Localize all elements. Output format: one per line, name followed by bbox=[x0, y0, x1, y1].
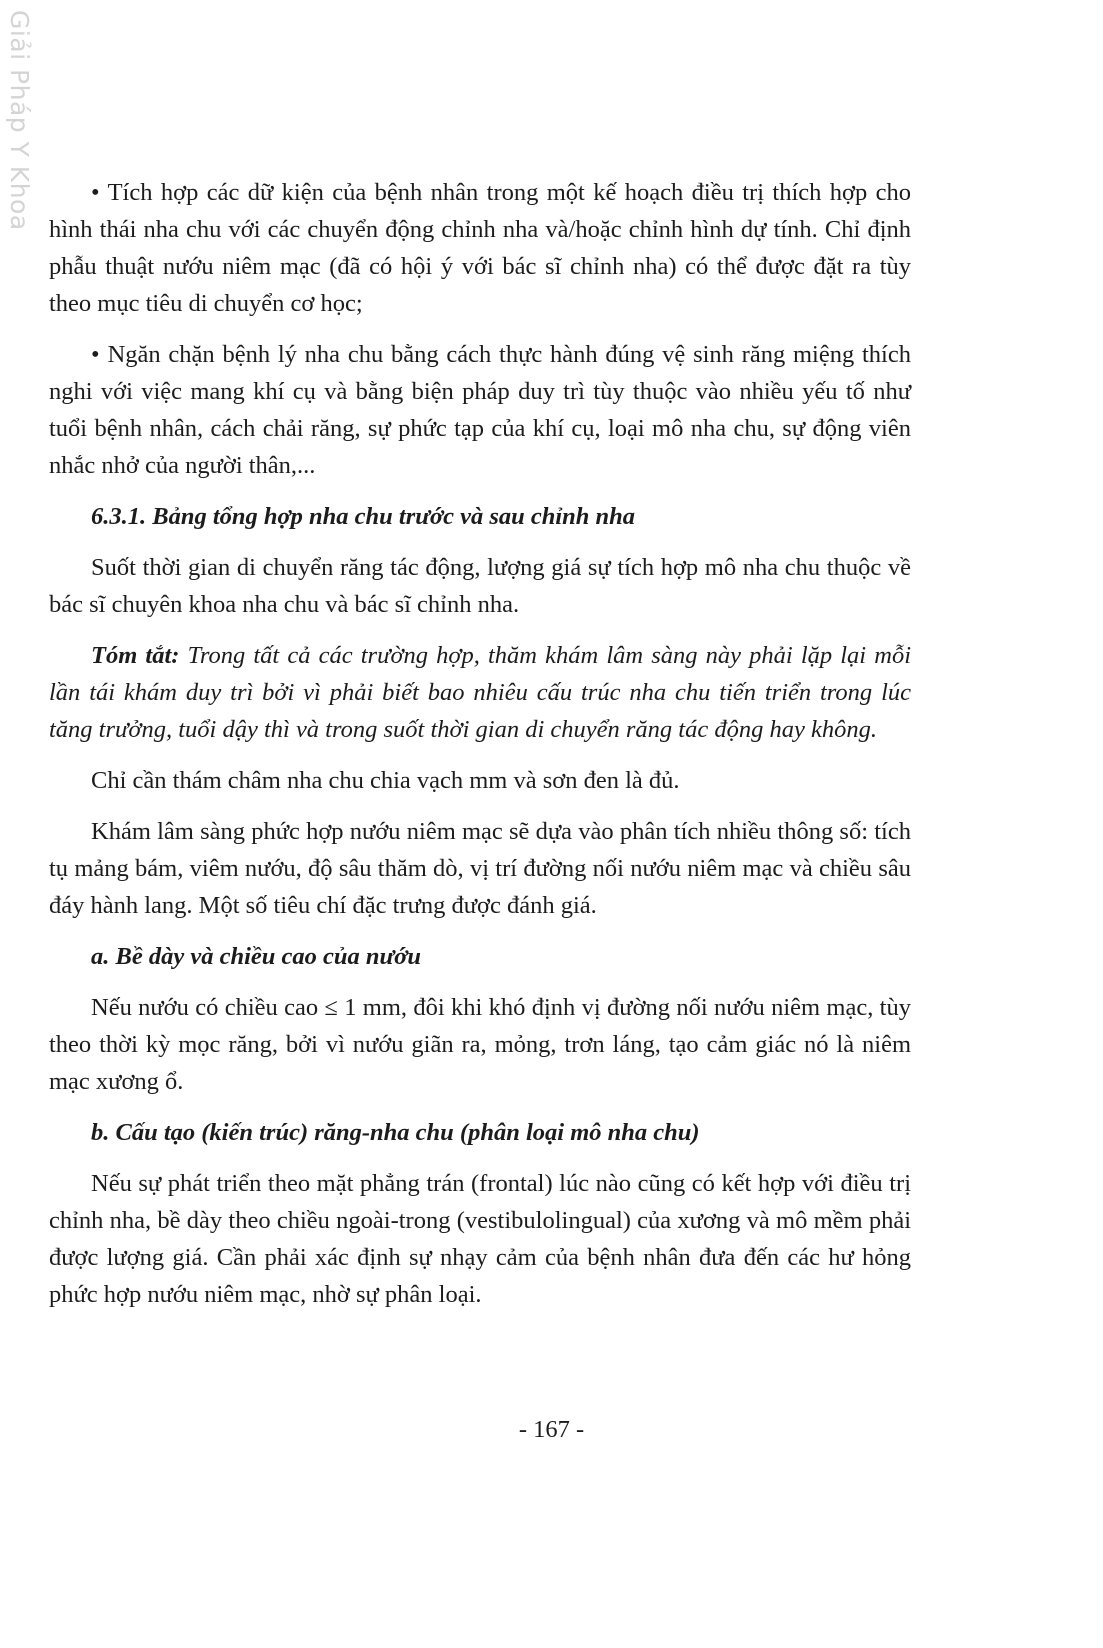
paragraph: Suốt thời gian di chuyển răng tác động, lượng giá sự tích hợp mô nha chu thuộc về bác sĩ chuyên khoa nha chu và bác sĩ chỉnh nha. bbox=[49, 554, 911, 618]
summary-lead: Tóm tắt: bbox=[91, 642, 180, 669]
watermark bbox=[4, 10, 38, 231]
paragraph: Khám lâm sàng phức hợp nướu niêm mạc sẽ dựa vào phân tích nhiều thông số: tích tụ mảng bám, viêm nướu, độ sâu thăm dò, vị trí đường nối nướu niêm mạc và chiều sâu đáy hành lang. Một số tiêu chí đặc trưng được đánh giá. bbox=[49, 818, 911, 919]
summary-paragraph bbox=[49, 637, 911, 748]
bullet-icon: • bbox=[91, 341, 100, 368]
page-body bbox=[49, 174, 911, 1327]
paragraph: Nếu nướu có chiều cao ≤ 1 mm, đôi khi khó định vị đường nối nướu niêm mạc, tùy theo thời kỳ mọc răng, bởi vì nướu giãn ra, mỏng, trơn láng, tạo cảm giác nó là niêm mạc xương ổ. bbox=[49, 994, 911, 1095]
section-heading-a: a. Bề dày và chiều cao của nướu bbox=[91, 943, 421, 970]
page-number: - 167 - bbox=[518, 1416, 585, 1443]
bullet-item bbox=[49, 174, 911, 322]
bullet-item bbox=[49, 336, 911, 484]
summary-text: Trong tất cả các trường hợp, thăm khám lâm sàng này phải lặp lại mỗi lần tái khám duy trì bởi vì phải biết bao nhiêu cấu trúc nha chu tiến triển trong lúc tăng trưởng, tuổi dậy thì và trong suốt thời gian di chuyển răng tác động hay không. bbox=[49, 642, 911, 743]
section-heading-631: 6.3.1. Bảng tổng hợp nha chu trước và sau chỉnh nha bbox=[91, 503, 636, 530]
section-heading-b: b. Cấu tạo (kiến trúc) răng-nha chu (phân loại mô nha chu) bbox=[91, 1119, 700, 1146]
paragraph: Nếu sự phát triển theo mặt phẳng trán (frontal) lúc nào cũng có kết hợp với điều trị chỉnh nha, bề dày theo chiều ngoài-trong (vestibulolingual) của xương và mô mềm phải được lượng giá. Cần phải xác định sự nhạy cảm của bệnh nhân đưa đến các hư hỏng phức hợp nướu niêm mạc, nhờ sự phân loại. bbox=[49, 1170, 911, 1308]
watermark-text: Giải Pháp Y Khoa bbox=[5, 10, 34, 231]
bullet-icon: • bbox=[91, 179, 100, 206]
bullet-text: Ngăn chặn bệnh lý nha chu bằng cách thực hành đúng vệ sinh răng miệng thích nghi với việc mang khí cụ và bằng biện pháp duy trì tùy thuộc vào nhiều yếu tố như tuổi bệnh nhân, cách chải răng, sự phức tạp của khí cụ, loại mô nha chu, sự động viên nhắc nhở của người thân,... bbox=[49, 341, 911, 479]
bullet-text: Tích hợp các dữ kiện của bệnh nhân trong một kế hoạch điều trị thích hợp cho hình thái nha chu với các chuyển động chỉnh nha và/hoặc chỉnh hình dự tính. Chỉ định phẫu thuật nướu niêm mạc (đã có hội ý với bác sĩ chỉnh nha) có thể được đặt ra tùy theo mục tiêu di chuyển cơ học; bbox=[49, 179, 911, 317]
paragraph: Chỉ cần thám châm nha chu chia vạch mm và sơn đen là đủ. bbox=[91, 767, 680, 794]
